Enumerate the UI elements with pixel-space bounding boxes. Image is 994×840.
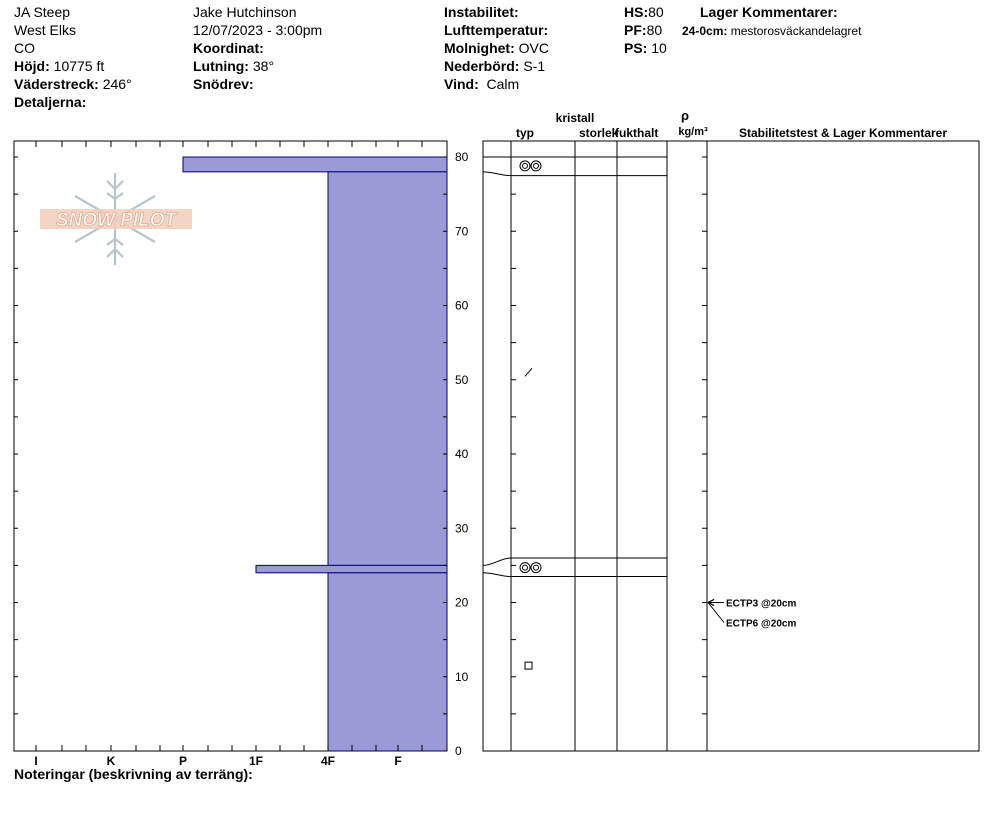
grain-symbol-faceted: [525, 662, 532, 669]
coordinate-label: Koordinat:: [193, 40, 264, 56]
terrain-notes-label: Noteringar (beskrivning av terräng):: [14, 766, 253, 782]
grain-symbol-melt-forms: [520, 161, 541, 171]
pf-value: 80: [646, 22, 663, 38]
wind-label: Vind:: [444, 76, 479, 92]
hardness-tick-label: I: [34, 754, 38, 768]
grain-symbol-decomposed: [525, 368, 532, 376]
layer-comments-title: Lager Kommentarer:: [700, 4, 838, 20]
crystal-header: kristall: [555, 111, 595, 125]
layer-comment-text: mestorosväckandelagret: [730, 24, 862, 38]
precip-value: S-1: [523, 58, 546, 74]
grain-symbols: [520, 161, 541, 669]
hardness-bars: [183, 157, 447, 751]
hs-label: HS:: [624, 4, 649, 20]
elevation-label: Höjd:: [14, 58, 50, 74]
size-header: storlek: [579, 126, 619, 140]
depth-tick-label: 40: [455, 447, 469, 461]
hardness-layer-4: [328, 573, 447, 751]
details-label: Detaljerna:: [14, 94, 87, 110]
test-pointer: [708, 603, 724, 623]
observation-datetime: 12/07/2023 - 3:00pm: [193, 22, 323, 38]
ps-value: 10: [651, 40, 667, 56]
moisture-header: fukthalt: [615, 126, 659, 140]
wind-value: Calm: [486, 76, 520, 92]
test-label: ECTP6 @20cm: [726, 618, 797, 630]
ps-label: PS:: [624, 40, 648, 56]
stability-test-1: [708, 599, 796, 610]
observer-line-3: CO: [14, 40, 35, 56]
hardness-tick-label: K: [106, 754, 116, 768]
slope-value: 38°: [252, 58, 275, 74]
drift-label: Snödrev:: [193, 76, 254, 92]
depth-tick-label: 80: [455, 150, 469, 164]
pf-label: PF:: [624, 22, 647, 38]
hardness-tick-label: 1F: [248, 754, 264, 768]
depth-tick-label: 0: [455, 744, 462, 758]
density-unit-header: kg/m³: [678, 126, 708, 138]
snowpilot-logo: [40, 173, 192, 265]
aspect-value: 246°: [102, 76, 132, 92]
depth-tick-label: 70: [455, 224, 469, 239]
airtemp-label: Lufttemperatur:: [444, 22, 549, 38]
slope-label: Lutning:: [193, 58, 249, 74]
hardness-layer-2: [328, 172, 447, 566]
hardness-tick-label: P: [178, 754, 188, 768]
layer-comment-depth: 24-0cm:: [682, 24, 728, 38]
depth-tick-label: 20: [455, 595, 469, 610]
stability-header: Stabilitetstest & Lager Kommentarer: [738, 126, 948, 140]
rho-header: ρ: [680, 108, 690, 123]
precip-label: Nederbörd:: [444, 58, 520, 74]
grain-layer-connector: [483, 558, 511, 565]
type-header: typ: [516, 126, 534, 140]
stability-test-marks: [708, 599, 796, 630]
hs-value: 80: [648, 4, 664, 20]
logo-text: SNOW PILOT: [55, 210, 177, 231]
observer-name: Jake Hutchinson: [193, 4, 297, 20]
grain-table: [483, 141, 979, 751]
hardness-layer-1: [183, 157, 447, 172]
hardness-tick-label: 4F: [320, 754, 336, 768]
observer-line-2: West Elks: [14, 22, 76, 38]
depth-tick-label: 10: [455, 669, 469, 684]
grain-layer-connector: [483, 172, 511, 176]
grain-symbol-melt-forms: [520, 563, 541, 573]
hardness-tick-label: F: [394, 754, 402, 768]
test-label: ECTP3 @20cm: [726, 598, 797, 610]
instability-label: Instabilitet:: [444, 4, 519, 20]
observer-line-1: JA Steep: [14, 4, 71, 20]
sky-value: OVC: [518, 40, 549, 56]
hardness-layer-3: [256, 565, 447, 572]
depth-tick-label: 50: [455, 372, 469, 387]
sky-label: Molnighet:: [444, 40, 515, 56]
elevation-value: 10775 ft: [53, 58, 105, 74]
aspect-label: Väderstreck:: [14, 76, 99, 92]
depth-tick-label: 60: [455, 298, 469, 313]
depth-tick-label: 30: [455, 521, 469, 536]
grain-layer-connector: [483, 573, 511, 577]
